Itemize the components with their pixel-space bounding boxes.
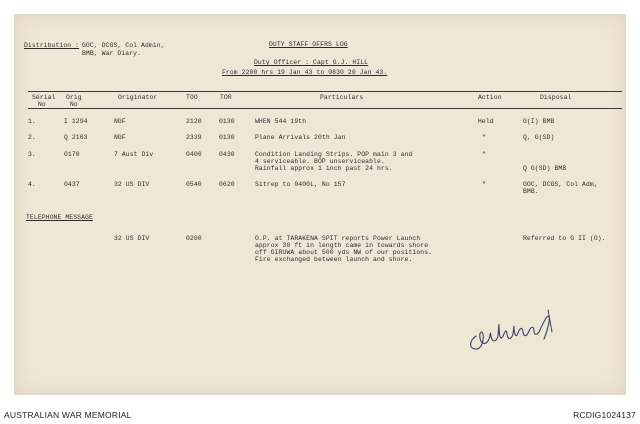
row-3-too: 0400 bbox=[186, 151, 202, 158]
telephone-too: 0200 bbox=[186, 235, 202, 242]
row-2-action: " bbox=[482, 134, 486, 141]
row-1-too: 2120 bbox=[186, 118, 202, 125]
row-3-disposal: Q G(SD) BMB bbox=[523, 165, 567, 172]
row-2-particulars: Plane Arrivals 20th Jan bbox=[255, 134, 346, 141]
handwritten-signature bbox=[466, 306, 558, 352]
log-period: From 2200 hrs 19 Jan 43 to 0830 20 Jan 43. bbox=[222, 69, 388, 76]
row-1-particulars: WHEN 544 19th bbox=[255, 118, 307, 125]
row-1-originator: NGF bbox=[114, 118, 126, 125]
row-2-disposal: Q, G(SD) bbox=[523, 134, 555, 141]
col-tor: TOR bbox=[220, 94, 232, 101]
telephone-particulars-3: off GIRUWA about 500 yds NW of our positions. bbox=[255, 249, 433, 256]
row-3-particulars-3: Rainfall approx 1 inch past 24 hrs. bbox=[255, 165, 393, 172]
row-4-particulars: Sitrep to 0400L, No 157 bbox=[255, 181, 346, 188]
row-4-orig: 0437 bbox=[64, 181, 80, 188]
telephone-originator: 32 US DIV bbox=[114, 235, 150, 242]
header-bottom-rule bbox=[28, 108, 622, 109]
row-1-disposal: G(I) BMB bbox=[523, 118, 555, 125]
row-3-action: " bbox=[482, 151, 486, 158]
row-4-disposal-1: GOC, DCGS, Col Adm, bbox=[523, 181, 598, 188]
col-originator: Originator bbox=[118, 94, 158, 101]
row-1-serial: 1. bbox=[28, 118, 36, 125]
telephone-particulars-1: O.P. at TARAKENA SPIT reports Power Launch bbox=[255, 235, 421, 242]
row-4-originator: 32 US DIV bbox=[114, 181, 150, 188]
row-2-serial: 2. bbox=[28, 134, 36, 141]
row-2-orig: Q 2163 bbox=[64, 134, 88, 141]
col-serial-2: No bbox=[38, 101, 46, 108]
row-1-action: Held bbox=[478, 118, 494, 125]
header-top-rule bbox=[28, 91, 622, 92]
row-2-too: 2339 bbox=[186, 134, 202, 141]
distribution-label: Distribution : bbox=[24, 42, 80, 49]
distribution-line-1: GOC, DCGS, Col Admin, bbox=[82, 42, 165, 49]
row-1-orig: I 1294 bbox=[64, 118, 88, 125]
row-1-tor: 0130 bbox=[219, 118, 235, 125]
log-sheet bbox=[14, 14, 626, 395]
log-title: DUTY STAFF OFFRS LOG bbox=[269, 41, 348, 48]
row-3-tor: 0430 bbox=[219, 151, 235, 158]
row-3-particulars-1: Condition Landing Strips. POP main 3 and bbox=[255, 151, 413, 158]
row-3-orig: 0170 bbox=[64, 151, 80, 158]
telephone-particulars-2: approx 30 ft in length came in towards shore bbox=[255, 242, 429, 249]
row-4-disposal-2: BMB. bbox=[523, 188, 539, 195]
row-3-originator: 7 Aust Div bbox=[114, 151, 154, 158]
col-orig-1: Orig bbox=[66, 94, 82, 101]
col-disposal: Disposal bbox=[540, 94, 572, 101]
col-serial-1: Sérial bbox=[32, 94, 56, 101]
telephone-disposal: Referred to G II (O). bbox=[523, 235, 606, 242]
distribution-line-2: BMB, War Diary. bbox=[82, 50, 142, 57]
row-2-tor: 0130 bbox=[219, 134, 235, 141]
col-particulars: Particulars bbox=[320, 94, 364, 101]
row-3-serial: 3. bbox=[28, 151, 36, 158]
footer-institution: AUSTRALIAN WAR MEMORIAL bbox=[4, 410, 132, 420]
footer-record-id: RCDIG1024137 bbox=[573, 410, 636, 420]
duty-officer: Duty Officer : Capt G.J. HILL bbox=[254, 59, 369, 66]
row-4-serial: 4. bbox=[28, 181, 36, 188]
telephone-particulars-4: Fire exchanged between launch and shore. bbox=[255, 256, 413, 263]
row-4-too: 0540 bbox=[186, 181, 202, 188]
row-4-action: " bbox=[482, 181, 486, 188]
row-4-tor: 0620 bbox=[219, 181, 235, 188]
col-too: TOO bbox=[186, 94, 198, 101]
row-2-originator: NGF bbox=[114, 134, 126, 141]
row-3-particulars-2: 4 serviceable. BOP unserviceable. bbox=[255, 158, 385, 165]
col-action: Action bbox=[478, 94, 502, 101]
telephone-message-label: TELEPHONE MESSAGE bbox=[26, 214, 93, 221]
col-orig-2: No bbox=[70, 101, 78, 108]
